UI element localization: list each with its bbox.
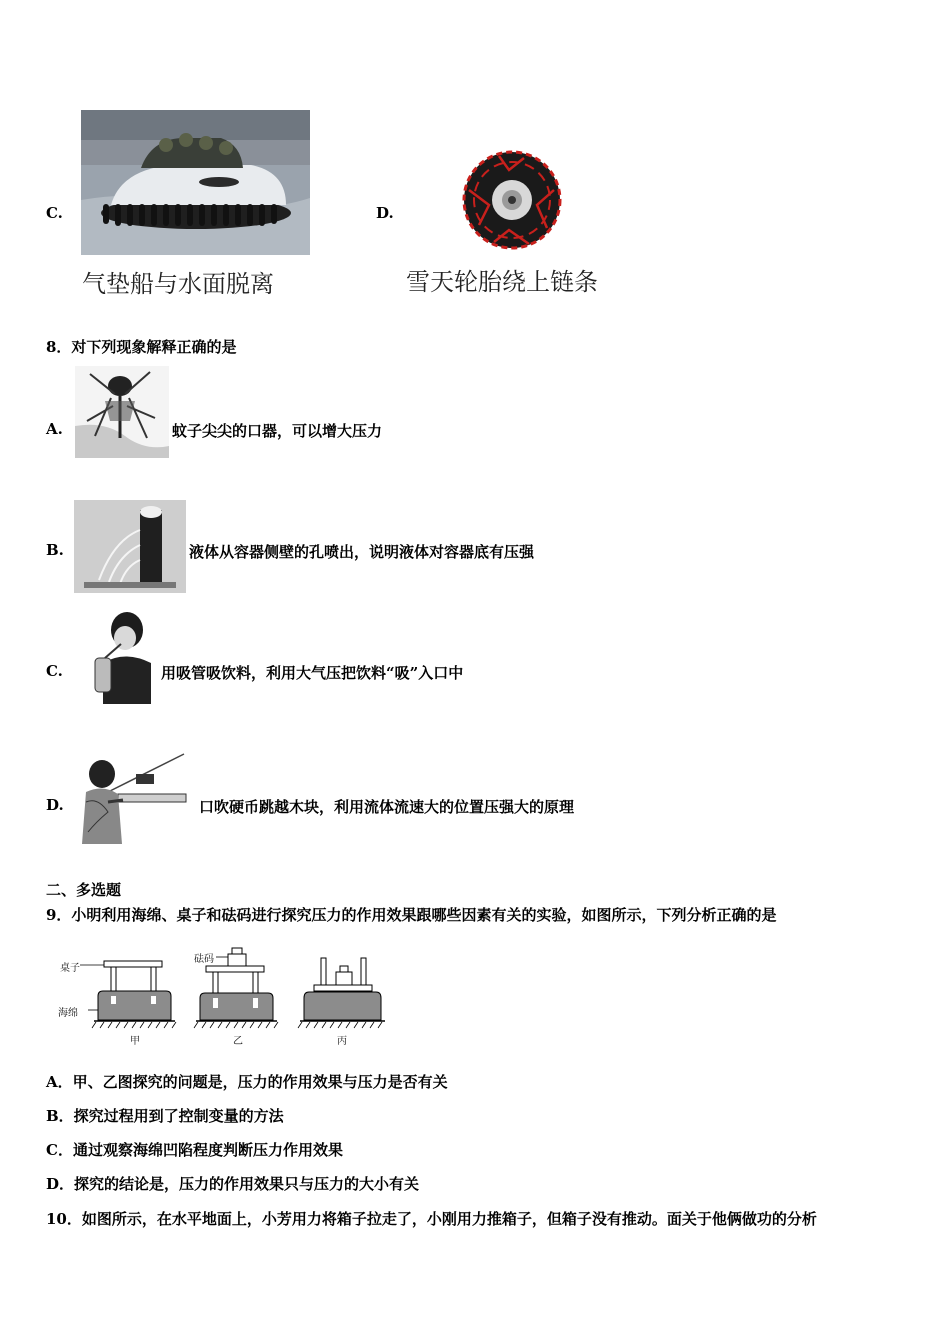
- q8-option-b-text: 液体从容器侧壁的孔喷出，说明液体对容器底有压强: [189, 543, 535, 561]
- q8-option-d-text: 口吹硬币跳越木块，利用流体流速大的位置压强大的原理: [199, 798, 575, 816]
- mosquito-image: [75, 366, 169, 458]
- pressure-experiment-figure: [46, 936, 396, 1048]
- liquid-container-image: [74, 500, 186, 593]
- label-sponge: 海绵: [58, 1008, 78, 1019]
- label-jia: 甲: [130, 1036, 140, 1047]
- q8-option-c-letter: C.: [46, 662, 63, 680]
- q8-option-a-text: 蚊子尖尖的口器，可以增大压力: [172, 422, 383, 440]
- q8-option-d-letter: D.: [46, 796, 64, 814]
- q8-stem: 8．对下列现象解释正确的是: [46, 338, 237, 356]
- q9-option-c: C．通过观察海绵凹陷程度判断压力作用效果: [46, 1141, 343, 1159]
- q8-option-c-text: 用吸管吸饮料，利用大气压把饮料“吸”入口中: [161, 664, 464, 682]
- tire-chain-image: [459, 150, 565, 250]
- q9-option-b: B．探究过程用到了控制变量的方法: [46, 1107, 284, 1125]
- q8-option-a-letter: A.: [46, 420, 63, 438]
- label-weight: 砝码: [194, 954, 214, 965]
- tire-chain-caption: 雪天轮胎绕上链条: [406, 268, 598, 296]
- q9-option-d: D．探究的结论是，压力的作用效果只与压力的大小有关: [46, 1175, 420, 1193]
- q7-option-c-letter: C.: [46, 204, 63, 222]
- q8-option-b-letter: B.: [46, 541, 64, 559]
- drinking-straw-image: [85, 608, 155, 704]
- label-yi: 乙: [233, 1036, 243, 1047]
- hovercraft-caption: 气垫船与水面脱离: [82, 270, 274, 298]
- q10-stem: 10．如图所示，在水平地面上，小芳用力将箱子拉走了，小刚用力推箱子，但箱子没有推动。面关于他俩做功的分析: [46, 1210, 817, 1228]
- hovercraft-image: [81, 110, 310, 255]
- label-bing: 丙: [337, 1036, 347, 1047]
- coin-blowing-image: [78, 752, 188, 844]
- q7-option-d-letter: D.: [376, 204, 394, 222]
- q9-option-a: A．甲、乙图探究的问题是，压力的作用效果与压力是否有关: [46, 1073, 448, 1091]
- section-title: 二、多选题: [46, 881, 122, 899]
- label-table: 桌子: [60, 963, 80, 974]
- q9-stem: 9．小明利用海绵、桌子和砝码进行探究压力的作用效果跟哪些因素有关的实验，如图所示，下列分析正确的是: [46, 906, 777, 924]
